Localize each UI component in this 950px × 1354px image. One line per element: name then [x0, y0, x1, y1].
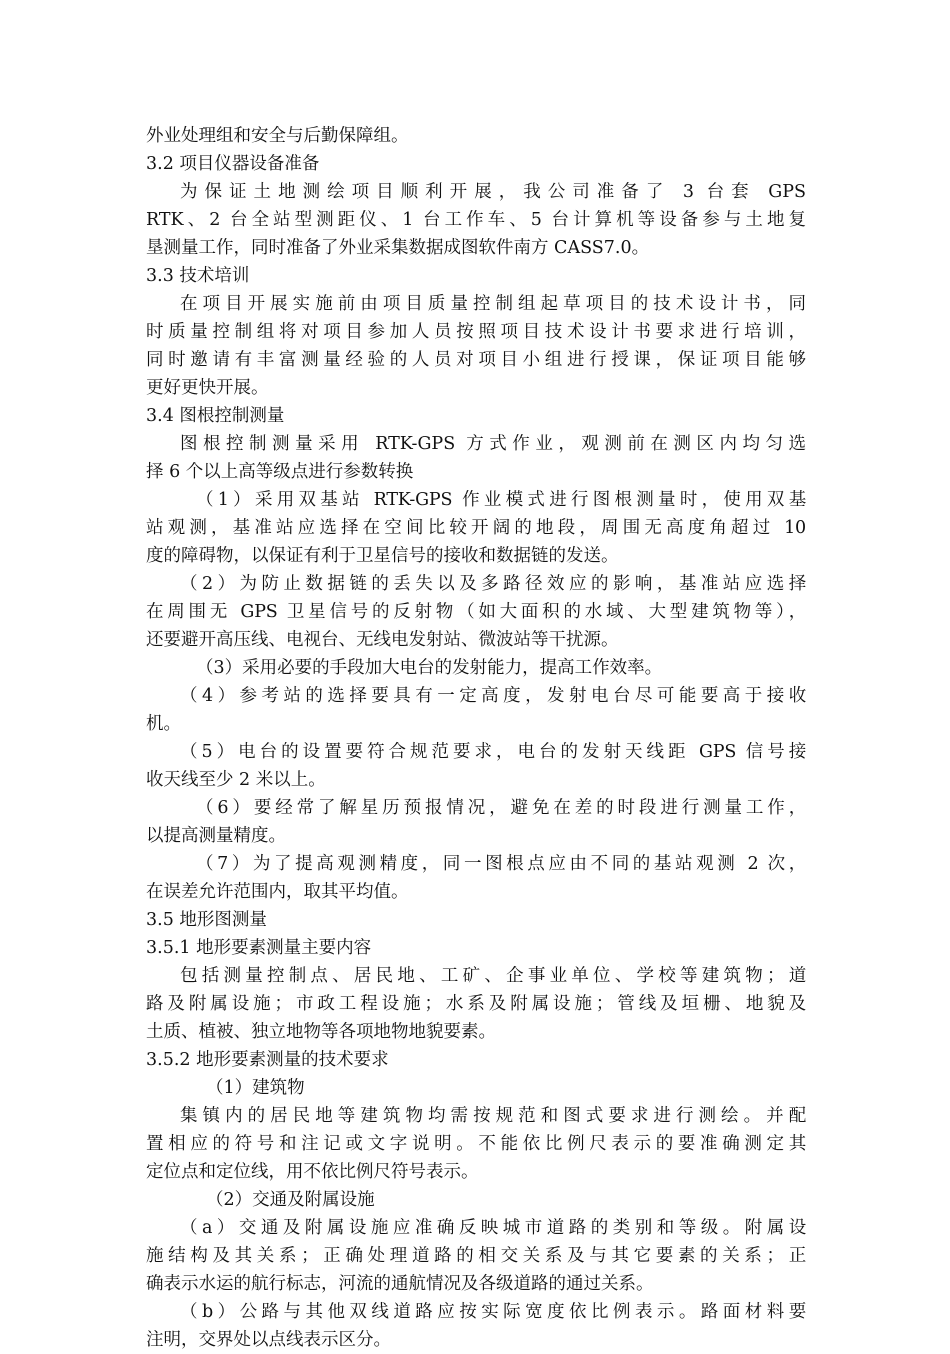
section-heading-3-5-1: 3.5.1 地形要素测量主要内容: [146, 938, 372, 958]
text-line: 外业处理组和安全与后勤保障组。: [146, 126, 409, 146]
document-page: [146, 122, 806, 1354]
text-line: 还要避开高压线、电视台、无线电发射站、微波站等干扰源。: [146, 630, 619, 650]
text-line: 以提高测量精度。: [146, 826, 286, 846]
section-heading-3-5-2: 3.5.2 地形要素测量的技术要求: [146, 1050, 389, 1070]
text-line: 择 6 个以上高等级点进行参数转换: [146, 462, 414, 482]
text-line: 收天线至少 2 米以上。: [146, 770, 326, 790]
text-line: 施结构及其关系；正确处理道路的相交关系及与其它要素的关系；正: [146, 1246, 806, 1266]
text-line: 为保证土地测绘项目顺利开展，我公司准备了 3 台套 GPS: [180, 182, 806, 202]
text-line: 站观测，基准站应选择在空间比较开阔的地段，周围无高度角超过 10: [146, 518, 806, 538]
list-item-4: （4）参考站的选择要具有一定高度，发射电台尽可能要高于接收: [180, 686, 806, 706]
text-line: 确表示水运的航行标志，河流的通航情况及各级道路的通过关系。: [146, 1274, 654, 1294]
text-line: 注明，交界处以点线表示区分。: [146, 1330, 391, 1350]
section-heading-3-4: 3.4 图根控制测量: [146, 406, 285, 426]
text-line: 路及附属设施；市政工程设施；水系及附属设施；管线及垣栅、地貌及: [146, 994, 806, 1014]
list-item-1: （1）采用双基站 RTK-GPS 作业模式进行图根测量时，使用双基: [196, 490, 806, 510]
section-heading-3-3: 3.3 技术培训: [146, 266, 250, 286]
text-line: 图根控制测量采用 RTK-GPS 方式作业，观测前在测区内均匀选: [180, 434, 806, 454]
text-line: 机。: [146, 714, 181, 734]
text-line: 在周围无 GPS 卫星信号的反射物（如大面积的水域、大型建筑物等），: [146, 602, 806, 622]
section-heading-3-2: 3.2 项目仪器设备准备: [146, 154, 320, 174]
list-item-3: （3）采用必要的手段加大电台的发射能力，提高工作效率。: [196, 658, 663, 678]
sub-heading-transport: （2）交通及附属设施: [206, 1190, 375, 1210]
text-line: 同时邀请有丰富测量经验的人员对项目小组进行授课，保证项目能够: [146, 350, 806, 370]
list-item-a: （a）交通及附属设施应准确反映城市道路的类别和等级。附属设: [180, 1218, 806, 1238]
text-line: 垦测量工作，同时准备了外业采集数据成图软件南方 CASS7.0。: [146, 238, 650, 258]
list-item-6: （6）要经常了解星历预报情况，避免在差的时段进行测量工作，: [196, 798, 806, 818]
text-line: 包括测量控制点、居民地、工矿、企事业单位、学校等建筑物；道: [180, 966, 806, 986]
text-line: 定位点和定位线，用不依比例尺符号表示。: [146, 1162, 479, 1182]
list-item-5: （5）电台的设置要符合规范要求，电台的发射天线距 GPS 信号接: [180, 742, 806, 762]
text-line: 更好更快开展。: [146, 378, 269, 398]
section-heading-3-5: 3.5 地形图测量: [146, 910, 267, 930]
text-line: 在项目开展实施前由项目质量控制组起草项目的技术设计书，同: [180, 294, 806, 314]
sub-heading-buildings: （1）建筑物: [206, 1078, 305, 1098]
text-line: 度的障碍物，以保证有利于卫星信号的接收和数据链的发送。: [146, 546, 619, 566]
list-item-2: （2）为防止数据链的丢失以及多路径效应的影响，基准站应选择: [180, 574, 806, 594]
text-line: 置相应的符号和注记或文字说明。不能依比例尺表示的要准确测定其: [146, 1134, 806, 1154]
text-line: 土质、植被、独立地物等各项地物地貌要素。: [146, 1022, 496, 1042]
list-item-b: （b）公路与其他双线道路应按实际宽度依比例表示。路面材料要: [180, 1302, 806, 1322]
text-line: 在误差允许范围内，取其平均值。: [146, 882, 409, 902]
text-line: RTK、2 台全站型测距仪、1 台工作车、5 台计算机等设备参与土地复: [146, 210, 806, 230]
list-item-7: （7）为了提高观测精度，同一图根点应由不同的基站观测 2 次，: [196, 854, 806, 874]
text-line: 时质量控制组将对项目参加人员按照项目技术设计书要求进行培训，: [146, 322, 806, 342]
text-line: 集镇内的居民地等建筑物均需按规范和图式要求进行测绘。并配: [180, 1106, 806, 1126]
